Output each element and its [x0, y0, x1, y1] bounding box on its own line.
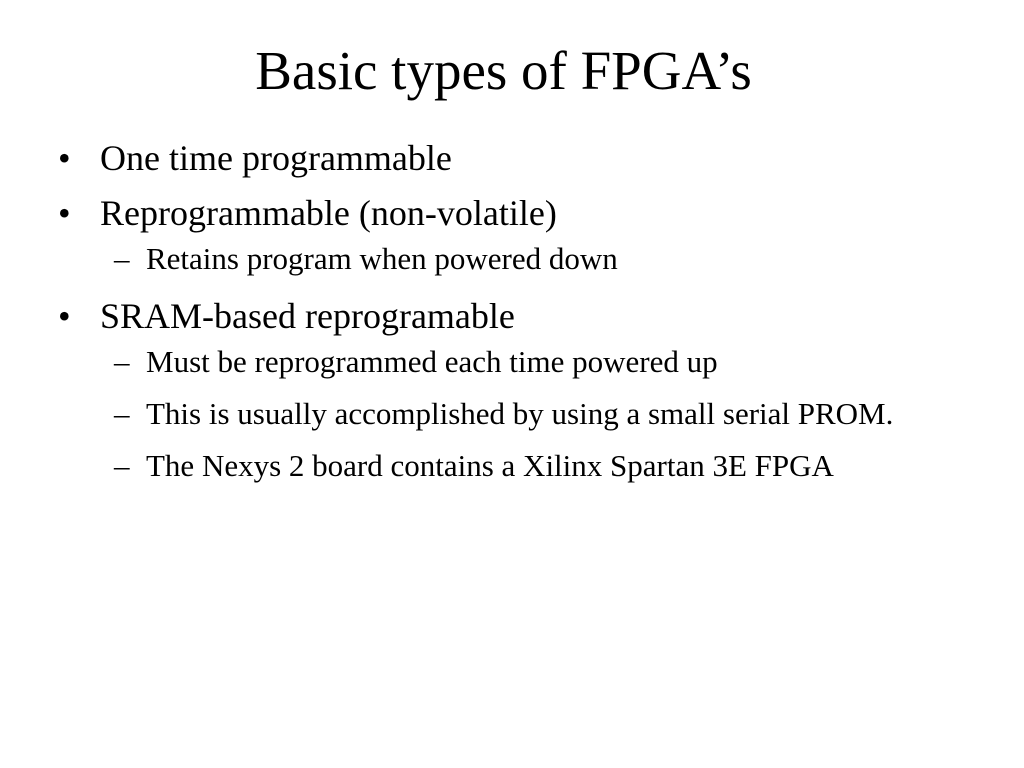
sub-bullet-text: Retains program when powered down	[146, 241, 618, 276]
bullet-text: One time programmable	[100, 138, 452, 178]
sub-bullet-item	[58, 449, 958, 482]
bullet-item	[58, 136, 958, 180]
bullet-list	[58, 136, 958, 501]
bullet-glyph: •	[58, 193, 71, 233]
dash-glyph: –	[114, 241, 130, 276]
bullet-glyph: •	[58, 138, 71, 178]
sub-bullet-item	[58, 397, 958, 430]
sub-bullet-item	[58, 345, 958, 378]
bullet-glyph: •	[58, 296, 71, 336]
sub-bullet-text: Must be reprogrammed each time powered up	[146, 344, 718, 379]
dash-glyph: –	[114, 396, 130, 431]
sub-bullet-item	[58, 242, 958, 275]
sub-list	[58, 242, 958, 275]
slide-title: Basic types of FPGA’s	[255, 40, 752, 101]
dash-glyph: –	[114, 344, 130, 379]
bullet-item	[58, 294, 958, 338]
dash-glyph: –	[114, 448, 130, 483]
bullet-text: Reprogrammable (non-volatile)	[100, 193, 557, 233]
bullet-text: SRAM-based reprogramable	[100, 296, 515, 336]
sub-list	[58, 345, 958, 482]
sub-bullet-text: The Nexys 2 board contains a Xilinx Spartan 3E FPGA	[146, 448, 834, 483]
bullet-item	[58, 191, 958, 235]
sub-bullet-text: This is usually accomplished by using a small serial PROM.	[146, 396, 894, 431]
